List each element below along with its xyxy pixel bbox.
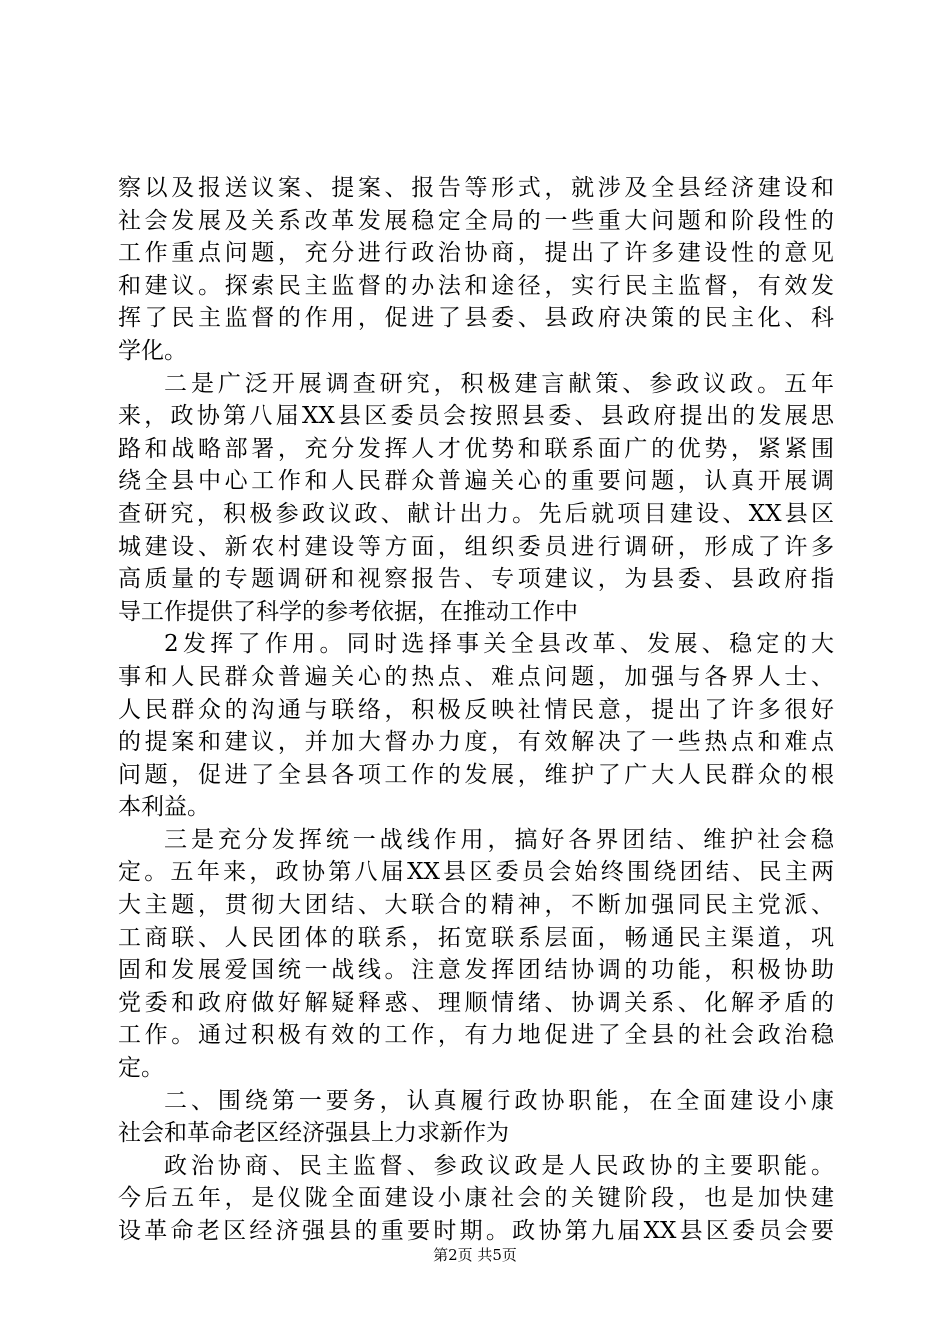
text-line: 高质量的专题调研和视察报告、专项建议，为县委、县政府指 [118,566,834,593]
text-line: 查研究，积极参政议政、献计出力。先后就项目建设、XX县区 [118,500,834,527]
text-line: 的提案和建议，并加大督办力度，有效解决了一些热点和难点 [118,729,834,756]
text-line: 路和战略部署，充分发挥人才优势和联系面广的优势，紧紧围 [118,435,834,462]
text-line: 挥了民主监督的作用，促进了县委、县政府决策的民主化、科 [118,305,834,332]
text-line: 今后五年，是仪陇全面建设小康社会的关键阶段，也是加快建 [118,1185,834,1212]
text-line: 和建议。探索民主监督的办法和途径，实行民主监督，有效发 [118,272,834,299]
paragraph-first-line: 二是广泛开展调查研究，积极建言献策、参政议政。五年 [164,370,834,397]
paragraph-first-line: 2发挥了作用。同时选择事关全县改革、发展、稳定的大 [164,631,834,658]
text-line: 本利益。 [118,794,210,821]
page-number: 第2页 共5页 [433,1246,517,1264]
text-line: 固和发展爱国统一战线。注意发挥团结协调的功能，积极协助 [118,957,834,984]
text-line: 工作重点问题，充分进行政治协商，提出了许多建设性的意见 [118,240,834,267]
text-line: 绕全县中心工作和人民群众普遍关心的重要问题，认真开展调 [118,468,834,495]
text-line: 人民群众的沟通与联络，积极反映社情民意，提出了许多很好 [118,696,834,723]
text-line: 事和人民群众普遍关心的热点、难点问题，加强与各界人士、 [118,663,834,690]
text-line: 大主题，贯彻大团结、大联合的精神，不断加强同民主党派、 [118,892,834,919]
text-line: 城建设、新农村建设等方面，组织委员进行调研，形成了许多 [118,533,834,560]
text-line: 导工作提供了科学的参考依据，在推动工作中 [118,598,578,625]
body-text [118,172,834,1248]
text-line: 设革命老区经济强县的重要时期。政协第九届XX县区委员会要 [118,1218,834,1244]
paragraph-first-line: 三是充分发挥统一战线作用，搞好各界团结、维护社会稳 [164,826,834,853]
section-heading: 社会和革命老区经济强县上力求新作为 [118,1120,509,1147]
text-line: 察以及报送议案、提案、报告等形式，就涉及全县经济建设和 [118,175,834,201]
text-line: 定。五年来，政协第八届XX县区委员会始终围绕团结、民主两 [118,859,834,886]
paragraph-first-line: 政治协商、民主监督、参政议政是人民政协的主要职能。 [164,1152,834,1179]
text-line: 工商联、人民团体的联系，拓宽联系层面，畅通民主渠道，巩 [118,924,834,951]
text-line: 问题，促进了全县各项工作的发展，维护了广大人民群众的根 [118,761,834,788]
section-heading: 二、围绕第一要务，认真履行政协职能，在全面建设小康 [164,1087,834,1114]
text-line: 学化。 [118,337,187,364]
text-line: 定。 [118,1055,164,1082]
text-line: 工作。通过积极有效的工作，有力地促进了全县的社会政治稳 [118,1022,834,1049]
text-line: 来，政协第八届XX县区委员会按照县委、县政府提出的发展思 [118,403,834,430]
text-line: 党委和政府做好解疑释惑、理顺情绪、协调关系、化解矛盾的 [118,989,834,1016]
text-line: 社会发展及关系改革发展稳定全局的一些重大问题和阶段性的 [118,207,834,234]
